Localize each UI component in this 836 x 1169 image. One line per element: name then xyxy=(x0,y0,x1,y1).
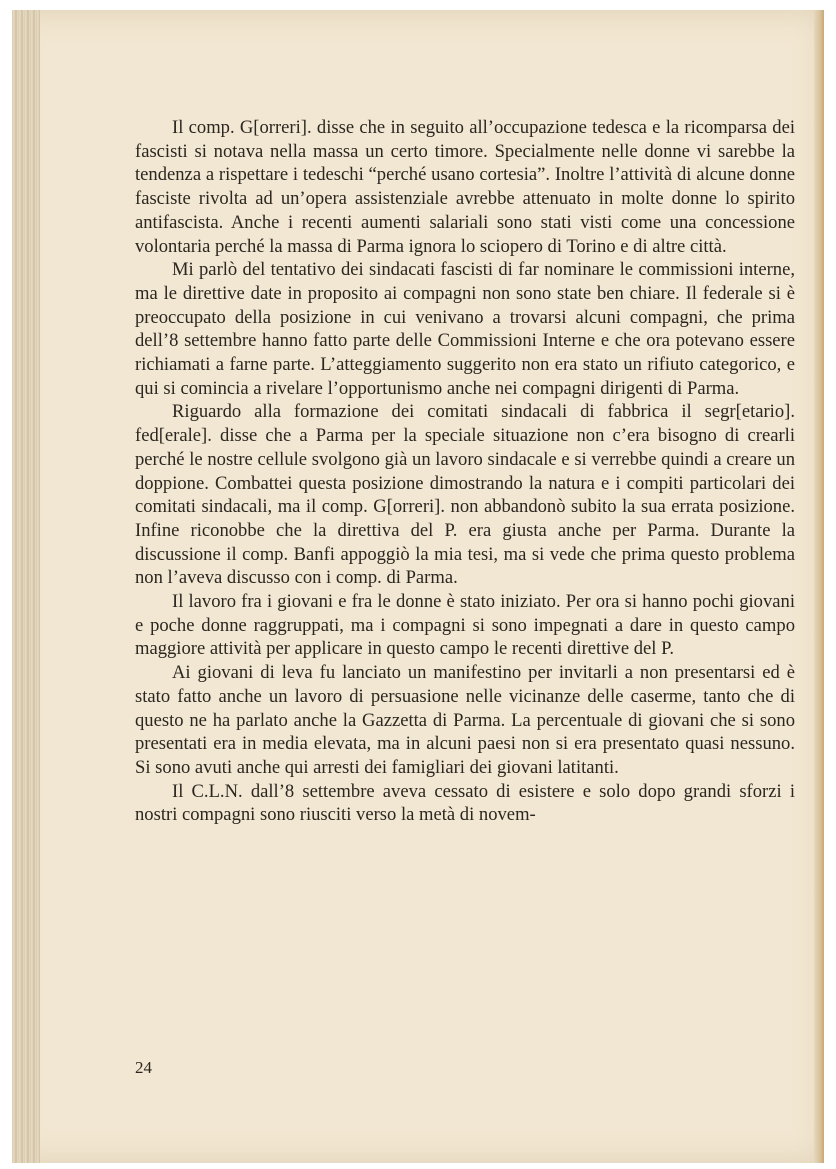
paragraph-cln: Il C.L.N. dall’8 settembre aveva cessato di esistere e solo dopo grandi sforzi i nostri compagni sono riusciti verso la metà di novem- xyxy=(135,780,795,826)
paragraph-gorreri-report: Il comp. G[orreri]. disse che in seguito all’occupazione tedesca e la ricomparsa dei fascisti si notava nella massa un certo timore. Specialmente nelle donne vi sarebbe la tendenza a rispettare i tedeschi “perché usano cortesia”. Inoltre l’attività di alcune donne fasciste rivolta ad un’opera assistenziale avrebbe attenuato in molte donne lo spirito antifascista. Anche i recenti aumenti salariali sono stati visti come una concessione volontaria perché la massa di Parma ignora lo sciopero di Torino e di altre città. xyxy=(135,117,795,257)
paragraph-commissioni-interne: Mi parlò del tentativo dei sindacati fascisti di far nominare le commissioni interne, ma le direttive date in proposito ai compagni non sono state ben chiare. Il federale si è preoccupato della posizione in cui venivano a trovarsi alcuni compagni, che prima dell’8 settembre hanno fatto parte delle Commissioni Interne e che ora potevano essere richiamati a farne parte. L’atteggiamento suggerito non era stato un rifiuto categorico, e qui si comincia a rivelare l’opportunismo anche nei compagni dirigenti di Parma. xyxy=(135,259,795,399)
paragraph-giovani-donne: Il lavoro fra i giovani e fra le donne è stato iniziato. Per ora si hanno pochi giovani e poche donne raggruppati, ma i compagni si sono impegnati a dare in questo campo maggiore attività per applicare in questo campo le recenti direttive del P. xyxy=(135,591,795,660)
page-binding-edge xyxy=(12,10,40,1163)
body-text xyxy=(135,116,795,827)
page-number: 24 xyxy=(135,1058,152,1077)
page-outer-edge xyxy=(814,10,824,1163)
paragraph-comitati-sindacali: Riguardo alla formazione dei comitati sindacali di fabbrica il segr[etario]. fed[erale]. disse che a Parma per la speciale situazione non c’era bisogno di crearli perché le nostre cellule svolgono già un lavoro sindacale e si verrebbe quindi a creare un doppione. Combattei questa posizione dimostrando la natura e i compiti particolari dei comitati sindacali, ma il comp. G[orreri]. non abbandonò subito la sua errata posizione. Infine riconobbe che la direttiva del P. era giusta anche per Parma. Durante la discussione il comp. Banfi appoggiò la mia tesi, ma si vede che prima questo problema non l’aveva discusso con i comp. di Parma. xyxy=(135,401,795,589)
paragraph-giovani-leva: Ai giovani di leva fu lanciato un manifestino per invitarli a non presentarsi ed è stato fatto anche un lavoro di persuasione nelle vicinanze delle caserme, tanto che di questo ne ha parlato anche la Gazzetta di Parma. La percentuale di giovani che si sono presentati era in media elevata, ma in alcuni paesi non si era presentato quasi nessuno. Si sono avuti anche qui arresti dei famigliari dei giovani latitanti. xyxy=(135,662,795,778)
